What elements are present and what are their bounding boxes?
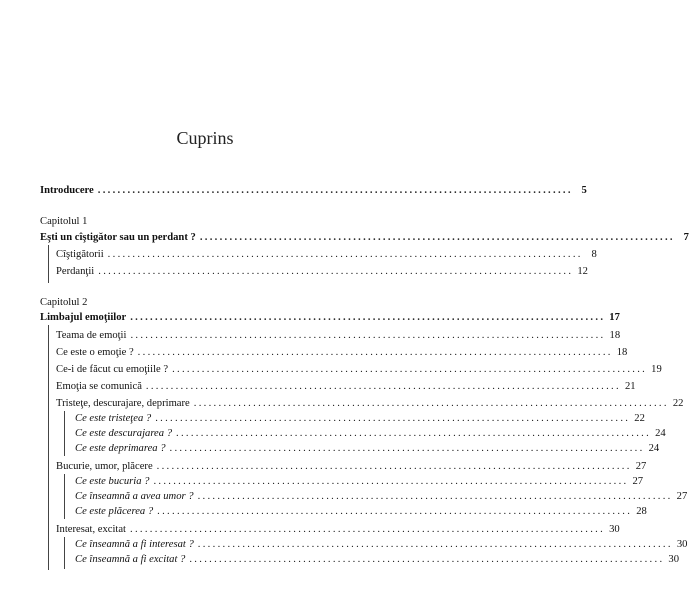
- toc-entry-chapter-2-title[interactable]: [40, 311, 620, 325]
- toc-entry-ce-inseamna-umor[interactable]: [75, 490, 688, 504]
- toc-entry-ce-este-descurajarea[interactable]: [75, 427, 666, 441]
- toc-label: Introducere: [40, 185, 94, 196]
- toc-label: Tristeţe, descurajare, deprimare: [56, 398, 190, 409]
- toc-entry-teama-de-emotii[interactable]: [56, 329, 621, 343]
- toc-label: Ce este o emoţie ?: [56, 347, 134, 358]
- toc-entry-ce-este-bucuria[interactable]: [75, 475, 644, 489]
- toc-entry-interesat-excitat[interactable]: [56, 523, 620, 537]
- toc-entry-a-fi-excitat[interactable]: [75, 553, 679, 567]
- toc-page-number: 12: [577, 266, 588, 277]
- toc-leader: ................................................................................................: [130, 312, 606, 323]
- toc-leader: ................................................................................................: [189, 554, 665, 565]
- bucurie-bracket: [64, 474, 65, 519]
- toc-leader: ................................................................................................: [155, 413, 631, 424]
- toc-entry-tristete[interactable]: [56, 397, 684, 411]
- toc-page-number: 24: [655, 428, 666, 439]
- toc-leader: ................................................................................................: [145, 381, 621, 392]
- chapter-2-heading: Capitolul 2: [40, 297, 88, 308]
- toc-entry-ce-este-o-emotie[interactable]: [56, 346, 628, 360]
- toc-label: Teama de emoţii: [56, 330, 127, 341]
- toc-page-number: 5: [581, 185, 587, 196]
- toc-label: Perdanţii: [56, 266, 95, 277]
- toc-leader: ................................................................................................: [172, 364, 648, 375]
- toc-page-number: 30: [676, 539, 688, 550]
- toc-page-number: 8: [591, 249, 597, 260]
- toc-entry-introducere[interactable]: [40, 184, 587, 198]
- toc-page-number: 30: [668, 554, 679, 565]
- toc-entry-ce-este-deprimarea[interactable]: [75, 442, 660, 456]
- toc-label: Interesat, excitat: [56, 524, 126, 535]
- toc-entry-ce-este-tristetea[interactable]: [75, 412, 645, 426]
- toc-leader: ................................................................................................: [157, 506, 633, 517]
- toc-page-number: 22: [672, 398, 684, 409]
- toc-entry-emotia-se-comunica[interactable]: [56, 380, 636, 394]
- toc-entry-castigatorii[interactable]: [56, 248, 597, 262]
- toc-label: Emoţia se comunică: [56, 381, 142, 392]
- page-title: Cuprins: [176, 128, 234, 148]
- toc-label: Ce înseamnă a fi interesat ?: [75, 539, 194, 550]
- toc-page-number: 7: [683, 232, 689, 243]
- toc-page-number: 19: [651, 364, 662, 375]
- toc-leader: ................................................................................................: [176, 428, 652, 439]
- toc-page-number: 21: [624, 381, 636, 392]
- toc-leader: ................................................................................................: [197, 539, 673, 550]
- toc-label: Ce înseamnă a avea umor ?: [75, 491, 194, 502]
- toc-page-number: 18: [609, 330, 621, 341]
- toc-page-number: 17: [609, 312, 620, 323]
- toc-label: Bucurie, umor, plăcere: [56, 461, 153, 472]
- toc-entry-chapter-1-title[interactable]: [40, 231, 689, 245]
- toc-leader: ................................................................................................: [199, 232, 675, 243]
- toc-page-number: 28: [636, 506, 647, 517]
- toc-leader: ................................................................................................: [98, 266, 574, 277]
- toc-page-number: 27: [632, 476, 644, 487]
- toc-label: Ce-i de făcut cu emoţiile ?: [56, 364, 169, 375]
- toc-label: Eşti un cîştigător sau un perdant ?: [40, 232, 196, 243]
- toc-leader: ................................................................................................: [130, 330, 606, 341]
- toc-leader: ................................................................................................: [97, 185, 573, 196]
- toc-leader: ................................................................................................: [130, 524, 606, 535]
- chapter-1-heading: Capitolul 1: [40, 216, 88, 227]
- toc-label: Ce este descurajarea ?: [75, 428, 172, 439]
- toc-page-number: 30: [609, 524, 620, 535]
- toc-label: Limbajul emoţiilor: [40, 312, 127, 323]
- toc-label: Ce este plăcerea ?: [75, 506, 154, 517]
- chapter-1-bracket: [48, 245, 49, 283]
- chapter-2-bracket: [48, 325, 49, 570]
- toc-label: Ce înseamnă a fi excitat ?: [75, 554, 186, 565]
- toc-page-number: 18: [616, 347, 628, 358]
- toc-leader: ................................................................................................: [193, 398, 669, 409]
- toc-entry-ce-este-placerea[interactable]: [75, 505, 647, 519]
- toc-entry-ce-i-de-facut[interactable]: [56, 363, 662, 377]
- toc-entry-perdantii[interactable]: [56, 265, 588, 279]
- toc-label: Ce este deprimarea ?: [75, 443, 166, 454]
- toc-page-number: 22: [634, 413, 645, 424]
- toc-label: Cîştigătorii: [56, 249, 104, 260]
- toc-label: Ce este bucuria ?: [75, 476, 150, 487]
- toc-label: Ce este tristeţea ?: [75, 413, 152, 424]
- toc-page-number: 27: [676, 491, 688, 502]
- toc-leader: ................................................................................................: [197, 491, 673, 502]
- toc-page-number: 27: [635, 461, 647, 472]
- toc-leader: ................................................................................................: [169, 443, 645, 454]
- toc-leader: ................................................................................................: [153, 476, 629, 487]
- toc-entry-a-fi-interesat[interactable]: [75, 538, 688, 552]
- tristete-bracket: [64, 411, 65, 456]
- interesat-bracket: [64, 537, 65, 569]
- toc-entry-bucurie[interactable]: [56, 460, 647, 474]
- toc-leader: ................................................................................................: [137, 347, 613, 358]
- toc-leader: ................................................................................................: [156, 461, 632, 472]
- toc-leader: ................................................................................................: [107, 249, 583, 260]
- toc-page-number: 24: [648, 443, 660, 454]
